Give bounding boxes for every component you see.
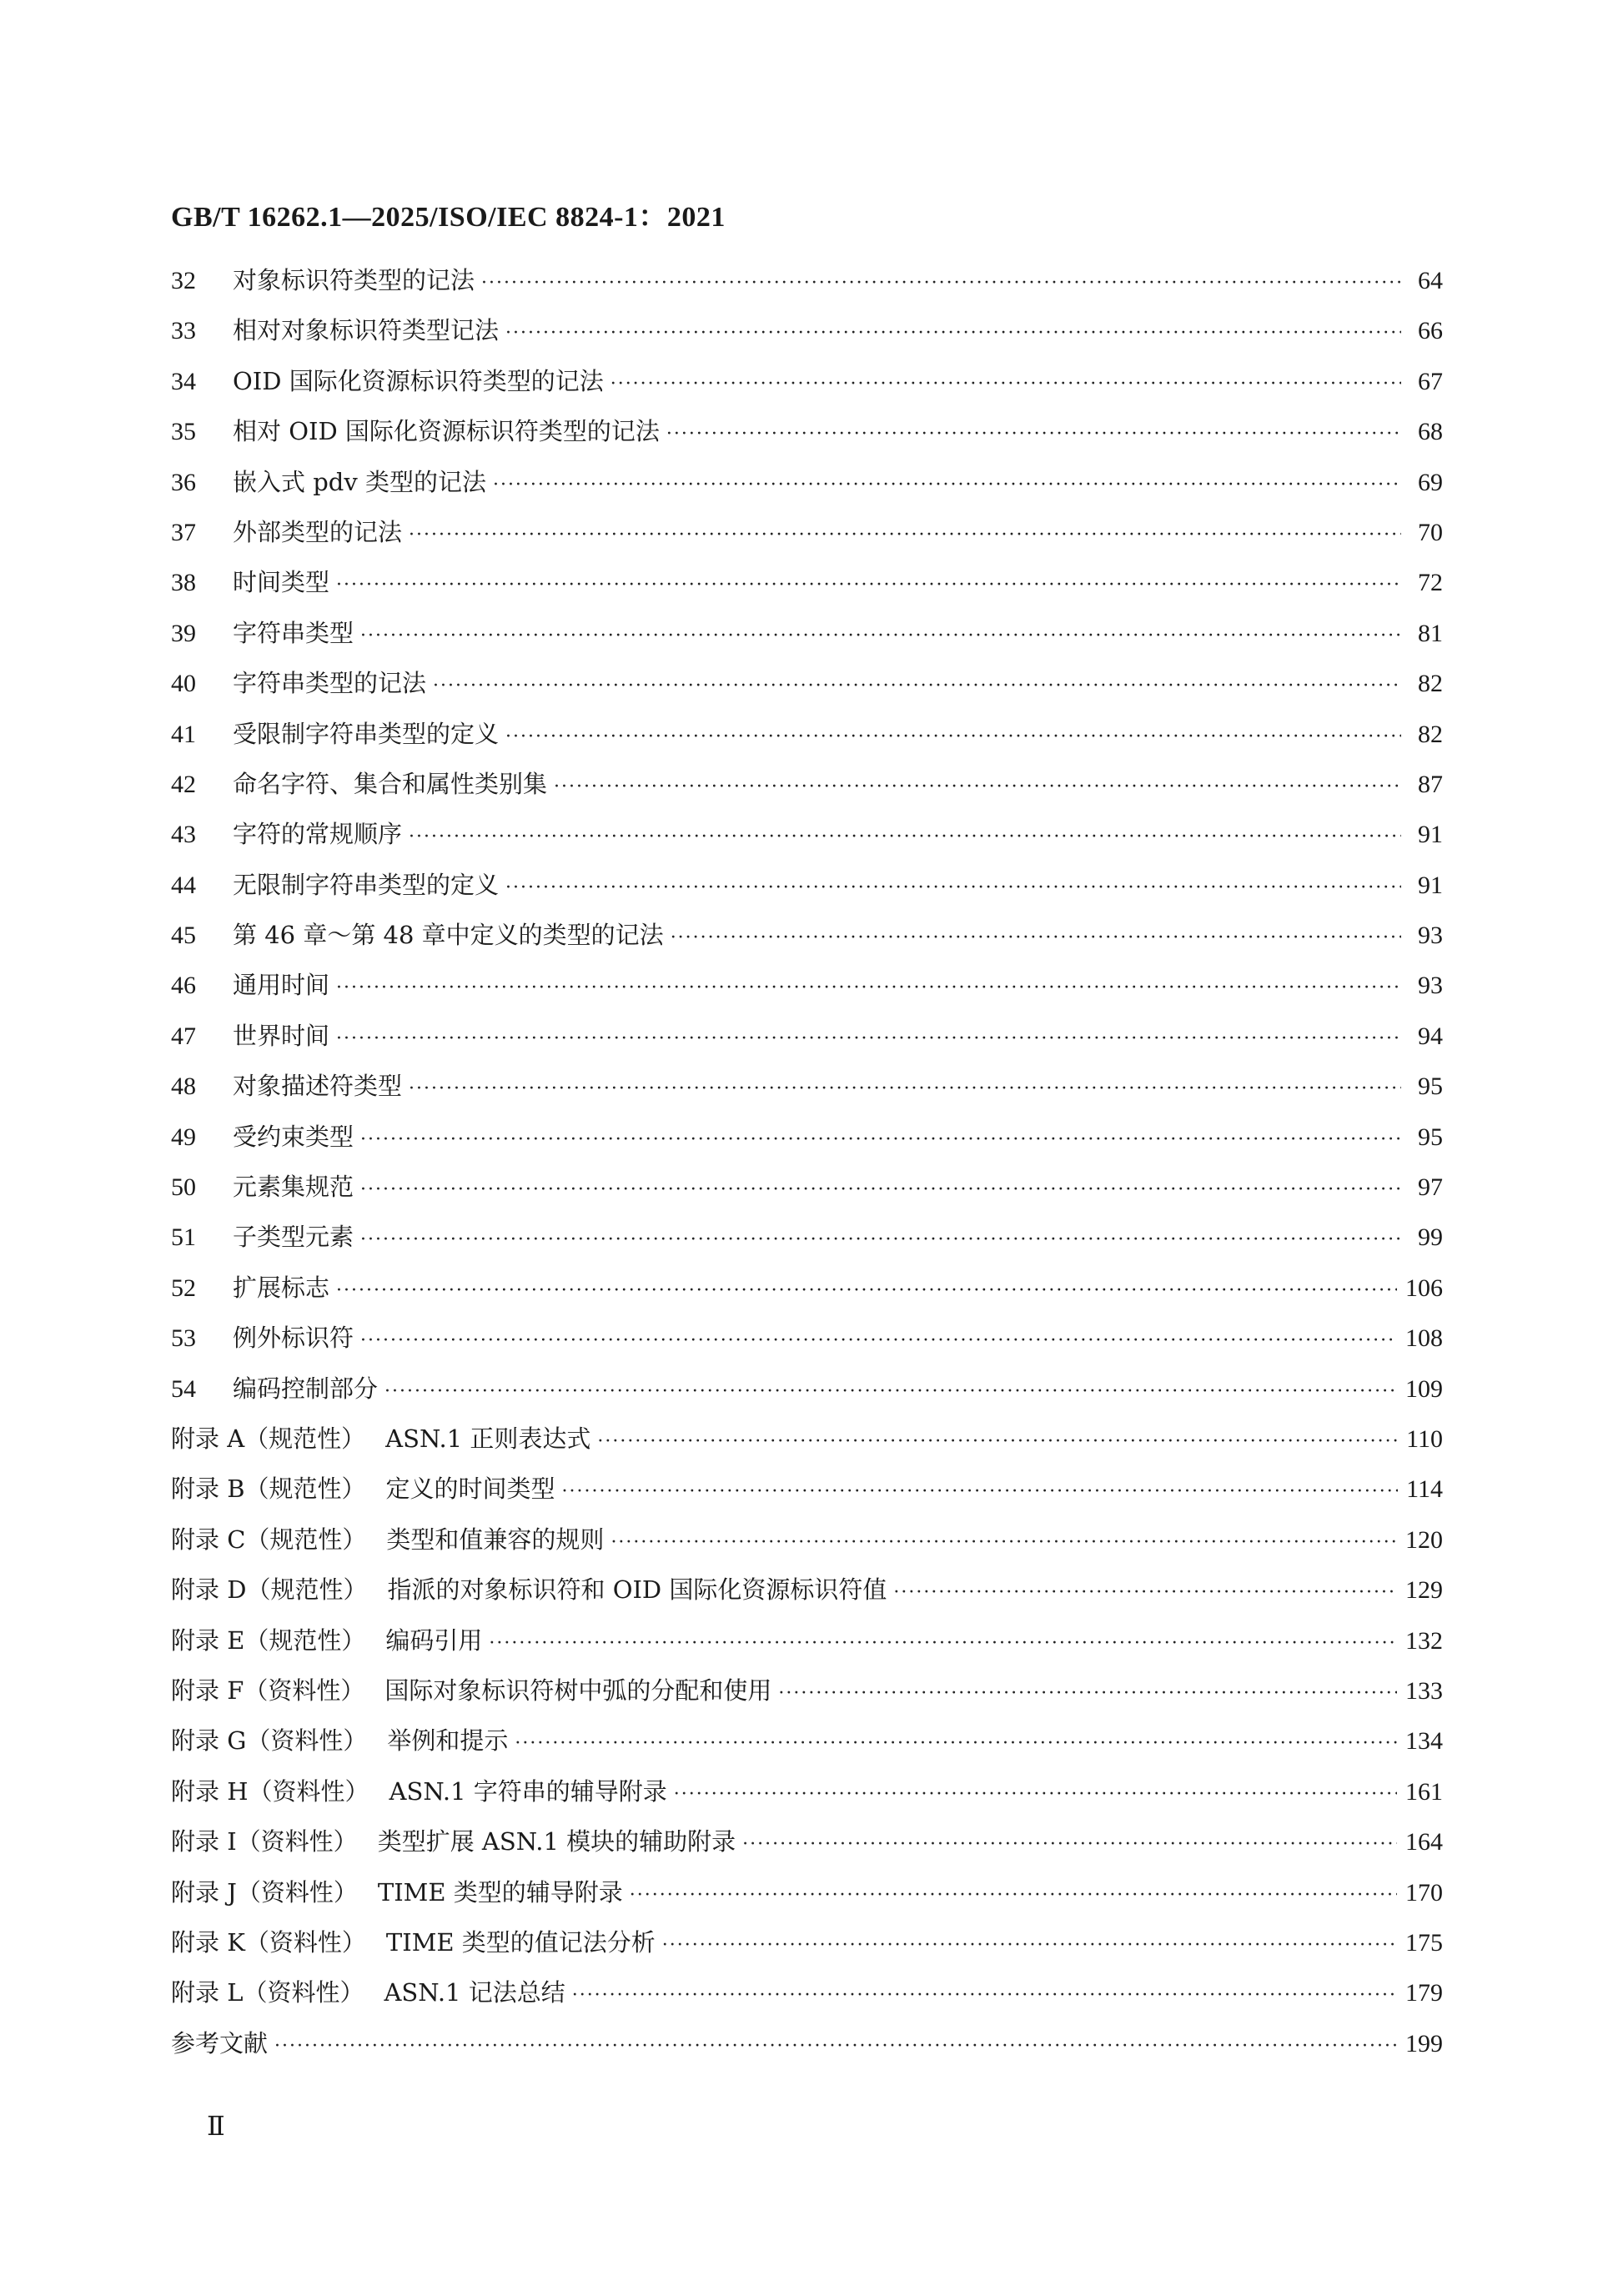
toc-entry-annex-label: 附录 H（资料性） xyxy=(171,1776,369,1806)
toc-entry-title: 国际对象标识符树中弧的分配和使用 xyxy=(384,1676,772,1705)
toc-entry-annex-label: 附录 C（规范性） xyxy=(171,1525,367,1554)
document-header: GB/T 16262.1—2025/ISO/IEC 8824-1：2021 xyxy=(171,202,726,233)
toc-entry-number: 49 xyxy=(171,1123,196,1151)
toc-entry-annex-label: 附录 D（规范性） xyxy=(171,1575,368,1605)
toc-entry-title: 第 46 章～第 48 章中定义的类型的记法 xyxy=(233,921,664,950)
toc-leader-dots xyxy=(505,877,1401,898)
toc-entry[interactable] xyxy=(171,1218,1443,1269)
toc-leader-dots xyxy=(562,1481,1399,1502)
toc-entry-page: 70 xyxy=(1418,518,1443,546)
toc-entry-title: 编码控制部分 xyxy=(233,1374,379,1403)
toc-entry-page: 82 xyxy=(1418,670,1443,698)
toc-entry-page: 106 xyxy=(1405,1274,1443,1302)
toc-entry-page: 199 xyxy=(1405,2029,1443,2057)
toc-leader-dots xyxy=(742,1834,1397,1855)
toc-entry-page: 114 xyxy=(1406,1475,1443,1504)
toc-leader-dots xyxy=(274,2036,1397,2057)
toc-leader-dots xyxy=(409,1078,1401,1099)
toc-entry[interactable] xyxy=(171,1974,1443,2024)
toc-leader-dots xyxy=(360,1179,1401,1200)
toc-entry-page: 91 xyxy=(1418,821,1443,849)
toc-entry-annex-label: 附录 B（规范性） xyxy=(171,1475,366,1504)
toc-entry-annex-label: 附录 J（资料性） xyxy=(171,1877,358,1907)
toc-leader-dots xyxy=(666,424,1401,445)
toc-leader-dots xyxy=(505,323,1401,344)
toc-entry-title: ASN.1 正则表达式 xyxy=(385,1424,591,1453)
toc-entry-title: 受约束类型 xyxy=(233,1122,354,1151)
toc-entry[interactable] xyxy=(171,665,1443,715)
toc-entry-title: ASN.1 记法总结 xyxy=(384,1978,565,2007)
toc-entry-page: 95 xyxy=(1418,1123,1443,1151)
toc-entry-title: 通用时间 xyxy=(233,971,330,1000)
toc-entry[interactable] xyxy=(171,1319,1443,1369)
toc-entry-page: 161 xyxy=(1405,1777,1443,1806)
toc-entry[interactable] xyxy=(171,1722,1443,1772)
toc-entry-page: 72 xyxy=(1418,569,1443,597)
toc-entry-title: TIME 类型的辅导附录 xyxy=(377,1877,623,1907)
toc-entry[interactable] xyxy=(171,1068,1443,1118)
toc-entry[interactable] xyxy=(171,1672,1443,1722)
toc-entry-annex-label: 附录 G（资料性） xyxy=(171,1726,368,1756)
toc-leader-dots xyxy=(554,776,1401,797)
toc-entry[interactable] xyxy=(171,967,1443,1017)
toc-entry-page: 134 xyxy=(1405,1727,1443,1756)
toc-entry-title: 扩展标志 xyxy=(233,1273,330,1302)
toc-entry[interactable] xyxy=(171,1269,1443,1319)
toc-leader-dots xyxy=(630,1885,1397,1906)
toc-entry-number: 52 xyxy=(171,1274,196,1302)
toc-entry-title: 无限制字符串类型的定义 xyxy=(233,870,500,899)
toc-leader-dots xyxy=(493,475,1401,495)
toc-entry-title: OID 国际化资源标识符类型的记法 xyxy=(233,366,604,395)
toc-entry-title: ASN.1 字符串的辅导附录 xyxy=(389,1776,667,1806)
toc-leader-dots xyxy=(336,977,1401,998)
page-number: Ⅱ xyxy=(207,2111,225,2141)
toc-leader-dots xyxy=(489,1633,1397,1654)
toc-entry-number: 46 xyxy=(171,972,196,1000)
toc-entry-page: 120 xyxy=(1405,1525,1443,1554)
toc-entry[interactable] xyxy=(171,262,1443,312)
toc-entry-page: 132 xyxy=(1405,1626,1443,1655)
toc-entry[interactable] xyxy=(171,816,1443,866)
toc-entry[interactable] xyxy=(171,917,1443,967)
toc-entry[interactable] xyxy=(171,564,1443,614)
toc-entry-number: 39 xyxy=(171,619,196,647)
toc-entry-title: 编码引用 xyxy=(385,1625,483,1655)
toc-leader-dots xyxy=(481,273,1401,294)
toc-entry-number: 42 xyxy=(171,770,196,798)
toc-entry-page: 64 xyxy=(1418,267,1443,294)
toc-entry-title: 字符的常规顺序 xyxy=(233,820,403,849)
toc-entry-page: 68 xyxy=(1418,418,1443,446)
toc-entry[interactable] xyxy=(171,1017,1443,1068)
toc-leader-dots xyxy=(662,1935,1397,1956)
toc-entry-annex-label: 附录 K（资料性） xyxy=(171,1927,366,1957)
toc-entry-title: 相对 OID 国际化资源标识符类型的记法 xyxy=(233,417,660,446)
toc-entry[interactable] xyxy=(171,413,1443,463)
toc-entry-title: 字符串类型 xyxy=(233,618,354,647)
toc-entry-page: 67 xyxy=(1418,367,1443,395)
toc-leader-dots xyxy=(671,927,1401,948)
toc-entry[interactable] xyxy=(171,363,1443,413)
toc-entry-number: 54 xyxy=(171,1374,196,1403)
toc-entry-number: 43 xyxy=(171,821,196,849)
toc-entry[interactable] xyxy=(171,766,1443,816)
toc-entry-title: 对象标识符类型的记法 xyxy=(233,266,475,294)
toc-entry-title: 嵌入式 pdv 类型的记法 xyxy=(233,467,486,496)
toc-entry-title: 元素集规范 xyxy=(233,1173,354,1202)
toc-entry-title: TIME 类型的值记法分析 xyxy=(385,1927,656,1957)
toc-entry-annex-label: 附录 I（资料性） xyxy=(171,1827,358,1856)
toc-entry-title: 类型和值兼容的规则 xyxy=(386,1525,605,1554)
toc-entry-page: 170 xyxy=(1405,1878,1443,1907)
toc-entry-number: 38 xyxy=(171,569,196,597)
toc-entry-page: 133 xyxy=(1405,1676,1443,1705)
toc-entry-number: 33 xyxy=(171,317,196,345)
toc-entry-title: 相对对象标识符类型记法 xyxy=(233,316,500,345)
toc-leader-dots xyxy=(893,1582,1397,1603)
toc-leader-dots xyxy=(611,374,1401,394)
toc-leader-dots xyxy=(572,1985,1397,2006)
toc-entry[interactable] xyxy=(171,1823,1443,1873)
toc-leader-dots xyxy=(336,1280,1397,1301)
toc-entry-page: 179 xyxy=(1405,1979,1443,2007)
toc-leader-dots xyxy=(336,575,1401,595)
toc-entry-page: 99 xyxy=(1418,1223,1443,1252)
toc-entry-page: 175 xyxy=(1405,1928,1443,1957)
toc-entry-page: 66 xyxy=(1418,317,1443,345)
toc-entry-page: 93 xyxy=(1418,972,1443,1000)
toc-entry-page: 91 xyxy=(1418,871,1443,899)
toc-entry[interactable] xyxy=(171,1773,1443,1823)
toc-entry-page: 164 xyxy=(1405,1828,1443,1856)
toc-entry-page: 108 xyxy=(1405,1324,1443,1353)
toc-leader-dots xyxy=(360,625,1401,646)
toc-entry-title: 世界时间 xyxy=(233,1021,330,1050)
toc-entry-title: 类型扩展 ASN.1 模块的辅助附录 xyxy=(377,1827,736,1856)
toc-entry-annex-label: 附录 E（规范性） xyxy=(171,1625,366,1655)
toc-entry-number: 32 xyxy=(171,267,196,294)
toc-entry[interactable] xyxy=(171,1370,1443,1420)
toc-entry[interactable] xyxy=(171,1118,1443,1168)
toc-entry-number: 50 xyxy=(171,1173,196,1202)
toc-entry-title: 举例和提示 xyxy=(387,1726,509,1756)
toc-leader-dots xyxy=(515,1733,1397,1754)
toc-entry-number: 51 xyxy=(171,1223,196,1252)
toc-entry-title: 指派的对象标识符和 OID 国际化资源标识符值 xyxy=(387,1575,887,1605)
toc-entry-page: 94 xyxy=(1418,1022,1443,1050)
toc-leader-dots xyxy=(409,826,1401,847)
toc-entry[interactable] xyxy=(171,716,1443,766)
toc-entry-title: 例外标识符 xyxy=(233,1324,354,1353)
toc-entry-number: 41 xyxy=(171,720,196,748)
toc-leader-dots xyxy=(505,726,1401,747)
toc-entry-number: 47 xyxy=(171,1022,196,1050)
toc-entry-page: 129 xyxy=(1405,1576,1443,1605)
toc-entry-page: 109 xyxy=(1405,1374,1443,1403)
toc-entry-number: 35 xyxy=(171,418,196,446)
toc-entry-page: 110 xyxy=(1406,1424,1443,1453)
toc-entry[interactable] xyxy=(171,867,1443,917)
toc-leader-dots xyxy=(778,1683,1397,1704)
toc-leader-dots xyxy=(409,525,1401,545)
toc-entry-page: 69 xyxy=(1418,468,1443,496)
toc-entry-title: 定义的时间类型 xyxy=(385,1475,555,1504)
toc-entry-number: 53 xyxy=(171,1324,196,1353)
toc-entry-number: 34 xyxy=(171,367,196,395)
toc-entry-page: 81 xyxy=(1418,619,1443,647)
toc-entry[interactable] xyxy=(171,1571,1443,1621)
toc-entry-number: 36 xyxy=(171,468,196,496)
toc-entry[interactable] xyxy=(171,1924,1443,1974)
toc-entry[interactable] xyxy=(171,1420,1443,1470)
toc-leader-dots xyxy=(360,1129,1401,1150)
toc-entry[interactable] xyxy=(171,1874,1443,1924)
toc-entry-page: 93 xyxy=(1418,922,1443,950)
toc-entry-page: 97 xyxy=(1418,1173,1443,1202)
toc-entry-title: 命名字符、集合和属性类别集 xyxy=(233,769,548,798)
toc-entry-title: 参考文献 xyxy=(171,2028,269,2057)
toc-leader-dots xyxy=(433,676,1401,696)
toc-entry-annex-label: 附录 F（资料性） xyxy=(171,1676,365,1705)
toc-entry[interactable] xyxy=(171,1622,1443,1672)
toc-entry-annex-label: 附录 L（资料性） xyxy=(171,1978,364,2007)
toc-leader-dots xyxy=(674,1784,1397,1805)
toc-entry-page: 82 xyxy=(1418,720,1443,748)
toc-entry-title: 对象描述符类型 xyxy=(233,1072,403,1101)
toc-entry[interactable] xyxy=(171,1168,1443,1218)
toc-entry-title: 时间类型 xyxy=(233,568,330,597)
toc-entry[interactable] xyxy=(171,1521,1443,1571)
toc-entry[interactable] xyxy=(171,312,1443,362)
toc-leader-dots xyxy=(611,1532,1397,1553)
toc-entry-number: 45 xyxy=(171,922,196,950)
toc-leader-dots xyxy=(360,1330,1397,1351)
toc-entry-title: 受限制字符串类型的定义 xyxy=(233,719,500,748)
toc-entry-number: 44 xyxy=(171,871,196,899)
toc-entry[interactable] xyxy=(171,464,1443,514)
toc-leader-dots xyxy=(336,1028,1401,1049)
toc-entry-number: 48 xyxy=(171,1073,196,1101)
toc-entry[interactable] xyxy=(171,2025,1443,2075)
toc-entry[interactable] xyxy=(171,615,1443,665)
toc-leader-dots xyxy=(360,1229,1401,1250)
toc-entry-number: 37 xyxy=(171,518,196,546)
toc-leader-dots xyxy=(384,1381,1397,1402)
toc-leader-dots xyxy=(597,1431,1398,1452)
toc-entry-annex-label: 附录 A（规范性） xyxy=(171,1424,366,1453)
toc-entry-title: 外部类型的记法 xyxy=(233,517,403,546)
table-of-contents xyxy=(171,262,1443,2075)
toc-entry-page: 95 xyxy=(1418,1073,1443,1101)
toc-entry-title: 字符串类型的记法 xyxy=(233,669,427,698)
toc-entry-number: 40 xyxy=(171,670,196,698)
toc-entry[interactable] xyxy=(171,1470,1443,1520)
toc-entry[interactable] xyxy=(171,514,1443,564)
toc-entry-title: 子类型元素 xyxy=(233,1223,354,1252)
toc-entry-page: 87 xyxy=(1418,770,1443,798)
